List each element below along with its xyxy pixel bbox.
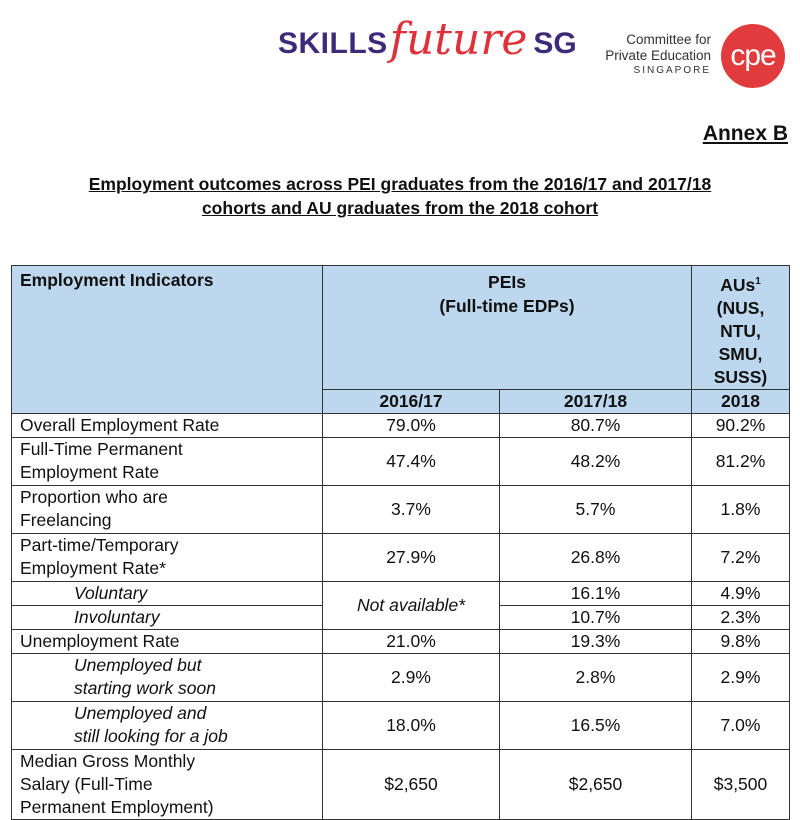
- cpe-logo-text: [605, 32, 711, 77]
- skillsfuture-logo-skills: SKILLS: [278, 27, 388, 60]
- cell-2016-17: 2.9%: [323, 653, 500, 701]
- cell-2016-17: 3.7%: [323, 485, 500, 533]
- cell-2016-17: 21.0%: [323, 629, 500, 653]
- cell-2017-18: 16.1%: [500, 581, 692, 605]
- table-row: [12, 749, 790, 819]
- cell-2016-17: 79.0%: [323, 413, 500, 437]
- cell-2018: 7.2%: [692, 533, 790, 581]
- row-label: Involuntary: [12, 605, 323, 629]
- table-row: [12, 629, 790, 653]
- row-label: Overall Employment Rate: [12, 413, 323, 437]
- table-row: [12, 437, 790, 485]
- cpe-logo-line1: Committee for: [626, 32, 711, 47]
- cell-2017-18: 19.3%: [500, 629, 692, 653]
- cell-2017-18: $2,650: [500, 749, 692, 819]
- table-row: [12, 653, 790, 701]
- table-row: [12, 701, 790, 749]
- document-title: [0, 172, 800, 220]
- skillsfuture-logo-future: future: [389, 14, 528, 65]
- header-year-2016-17: 2016/17: [323, 389, 500, 413]
- cell-2016-17: $2,650: [323, 749, 500, 819]
- header-aus-line3: SMU, SUSS): [713, 343, 768, 387]
- header-indicators: Employment Indicators: [12, 266, 323, 414]
- header-peis-line1: PEIs: [488, 272, 526, 292]
- header-aus-label: AUs: [720, 274, 756, 295]
- row-label: [12, 437, 323, 485]
- cell-2017-18: 48.2%: [500, 437, 692, 485]
- document-title-line2: cohorts and AU graduates from the 2018 cohort: [201, 198, 599, 218]
- header-aus-line1: [700, 270, 781, 297]
- cpe-logo-mark: cpe: [721, 24, 785, 88]
- row-label-line2: Freelancing: [20, 510, 112, 531]
- row-label-line2: Salary (Full-Time: [20, 773, 153, 794]
- document-title-line1: Employment outcomes across PEI graduates from the 2016/17 and 2017/18: [88, 174, 712, 194]
- row-label-line1: Part-time/Temporary: [20, 535, 179, 556]
- cell-2018: 2.9%: [692, 653, 790, 701]
- cell-2017-18: 16.5%: [500, 701, 692, 749]
- cell-2018: 2.3%: [692, 605, 790, 629]
- cell-2017-18: 10.7%: [500, 605, 692, 629]
- header-aus: [692, 266, 790, 390]
- row-label: [12, 653, 323, 701]
- cell-2016-17: 47.4%: [323, 437, 500, 485]
- header-peis-line2: (Full-time EDPs): [439, 296, 575, 316]
- cell-2017-18: 80.7%: [500, 413, 692, 437]
- table-row: [12, 581, 790, 605]
- cell-2016-17: 27.9%: [323, 533, 500, 581]
- row-label-line2: Employment Rate*: [20, 558, 166, 579]
- table-row: [12, 485, 790, 533]
- cpe-logo-line3: SINGAPORE: [633, 65, 711, 76]
- cell-2017-18: 5.7%: [500, 485, 692, 533]
- row-label: [12, 533, 323, 581]
- row-label-line2: Employment Rate: [20, 462, 160, 483]
- cell-2018: 7.0%: [692, 701, 790, 749]
- row-label-line1: Unemployed and: [74, 703, 207, 724]
- annex-label: Annex B: [702, 122, 788, 145]
- skillsfuture-logo: [278, 14, 577, 66]
- cell-2016-17: 18.0%: [323, 701, 500, 749]
- cpe-logo-line2: Private Education: [605, 48, 711, 63]
- header-peis: [323, 266, 692, 390]
- row-label-line1: Median Gross Monthly: [20, 750, 196, 771]
- cell-2018: 81.2%: [692, 437, 790, 485]
- employment-outcomes-table: [11, 265, 790, 820]
- header-aus-line2: (NUS, NTU,: [716, 297, 765, 341]
- cell-2017-18: 26.8%: [500, 533, 692, 581]
- row-label-line2: still looking for a job: [74, 726, 228, 747]
- row-label: [12, 701, 323, 749]
- table-row: [12, 413, 790, 437]
- cell-2018: 4.9%: [692, 581, 790, 605]
- cell-2018: 1.8%: [692, 485, 790, 533]
- cell-2018: 9.8%: [692, 629, 790, 653]
- row-label: Unemployment Rate: [12, 629, 323, 653]
- row-label-line2: starting work soon: [74, 678, 217, 699]
- cell-2018: $3,500: [692, 749, 790, 819]
- cell-2018: 90.2%: [692, 413, 790, 437]
- skillsfuture-logo-sg: SG: [533, 27, 577, 60]
- row-label: [12, 749, 323, 819]
- table-row: [12, 533, 790, 581]
- row-label-line1: Proportion who are: [20, 487, 168, 508]
- table-header-row: [12, 266, 790, 390]
- row-label-line3: Permanent Employment): [20, 796, 214, 817]
- cell-not-available: Not available*: [323, 581, 500, 629]
- row-label-line1: Unemployed but: [74, 655, 202, 676]
- row-label: Voluntary: [12, 581, 323, 605]
- header-year-2017-18: 2017/18: [500, 389, 692, 413]
- row-label-line1: Full-Time Permanent: [20, 439, 183, 460]
- header-aus-footnote: 1: [755, 276, 761, 287]
- cell-2017-18: 2.8%: [500, 653, 692, 701]
- header-year-2018: 2018: [692, 389, 790, 413]
- row-label: [12, 485, 323, 533]
- cpe-logo: [588, 30, 793, 90]
